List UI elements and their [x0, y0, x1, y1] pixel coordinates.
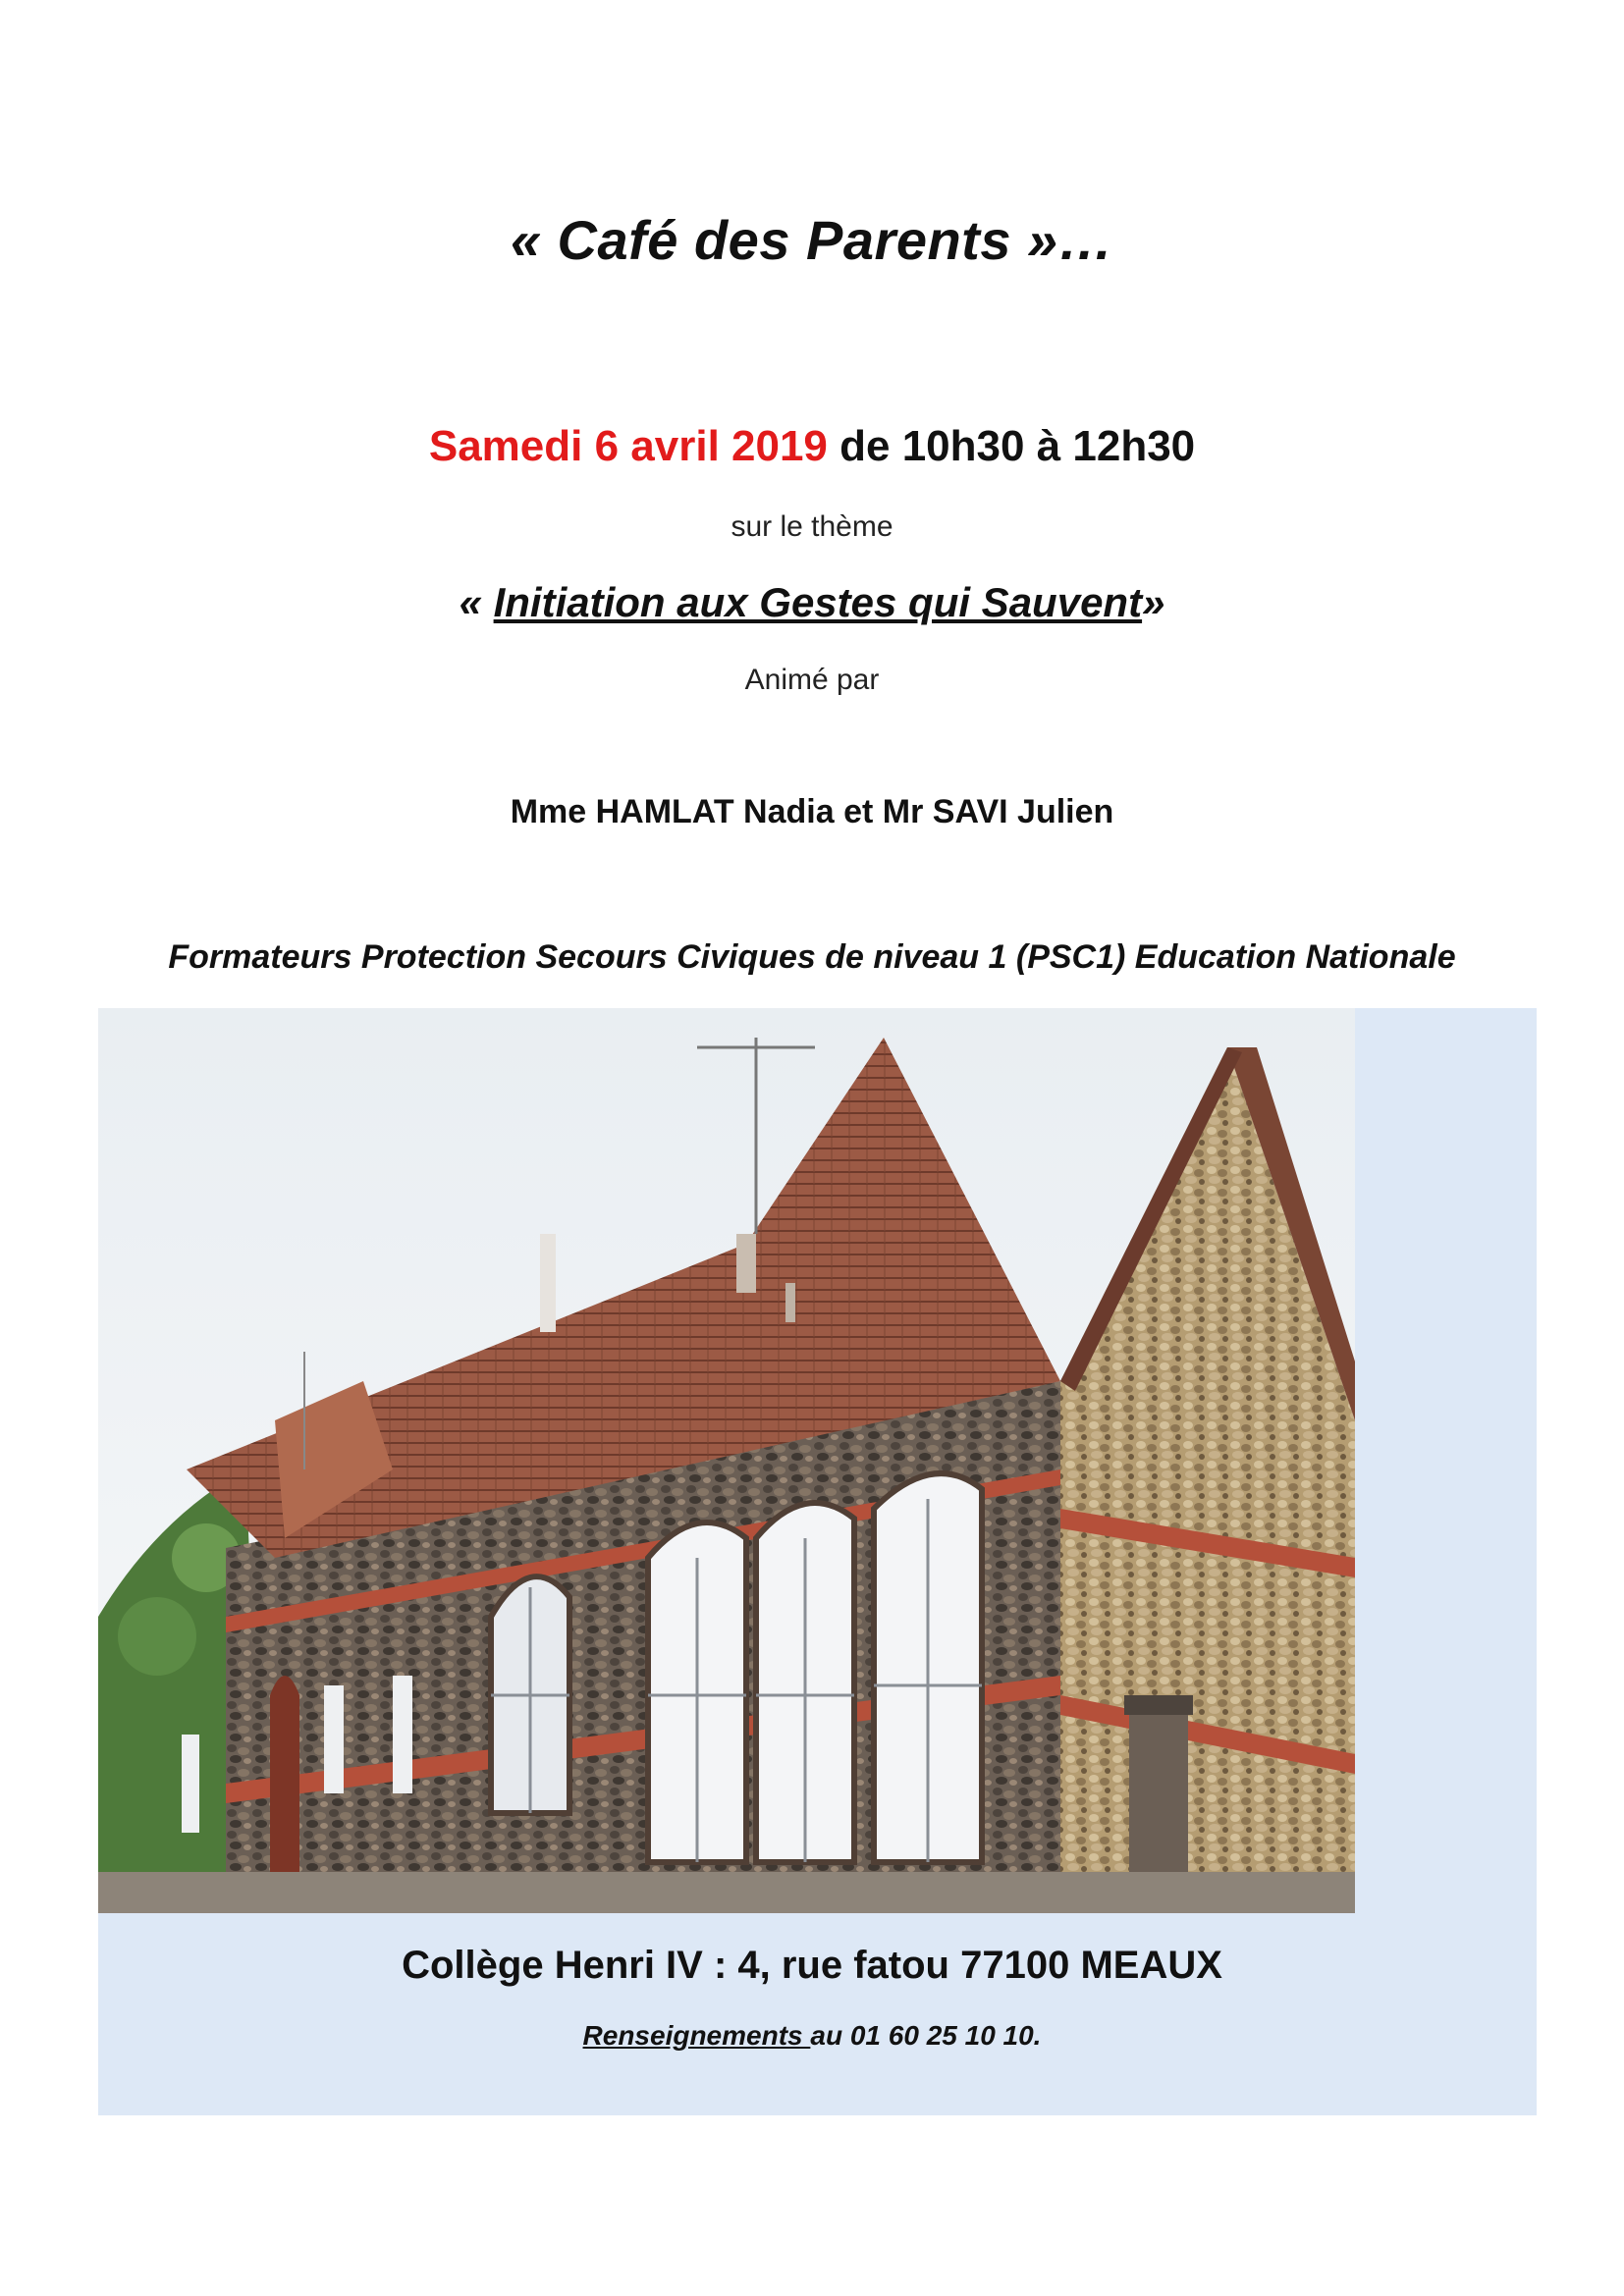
- contact-info: [0, 2020, 1624, 2052]
- event-day: Samedi 6 avril 2019: [428, 422, 828, 470]
- theme-intro: sur le thème: [731, 510, 893, 543]
- info-label: Renseignements: [582, 2020, 811, 2051]
- info-phone: au 01 60 25 10 10.: [810, 2020, 1042, 2051]
- flyer-title: « Café des Parents »…: [510, 209, 1114, 271]
- presenters: Mme HAMLAT Nadia et Mr SAVI Julien: [510, 793, 1114, 830]
- theme-open-quote: «: [459, 579, 494, 625]
- event-hours: de 10h30 à 12h30: [827, 422, 1196, 470]
- animated-by-label: Animé par: [744, 664, 880, 696]
- theme-title: Initiation aux Gestes qui Sauvent: [493, 579, 1143, 625]
- event-date: [0, 422, 1624, 471]
- theme-line: [0, 579, 1624, 626]
- theme-close-quote: »: [1142, 579, 1165, 625]
- school-building-photo: [98, 1008, 1355, 1913]
- location-address: Collège Henri IV : 4, rue fatou 77100 MEAUX: [402, 1944, 1222, 1987]
- trainers-description: Formateurs Protection Secours Civiques de niveau 1 (PSC1) Education Nationale: [168, 938, 1456, 976]
